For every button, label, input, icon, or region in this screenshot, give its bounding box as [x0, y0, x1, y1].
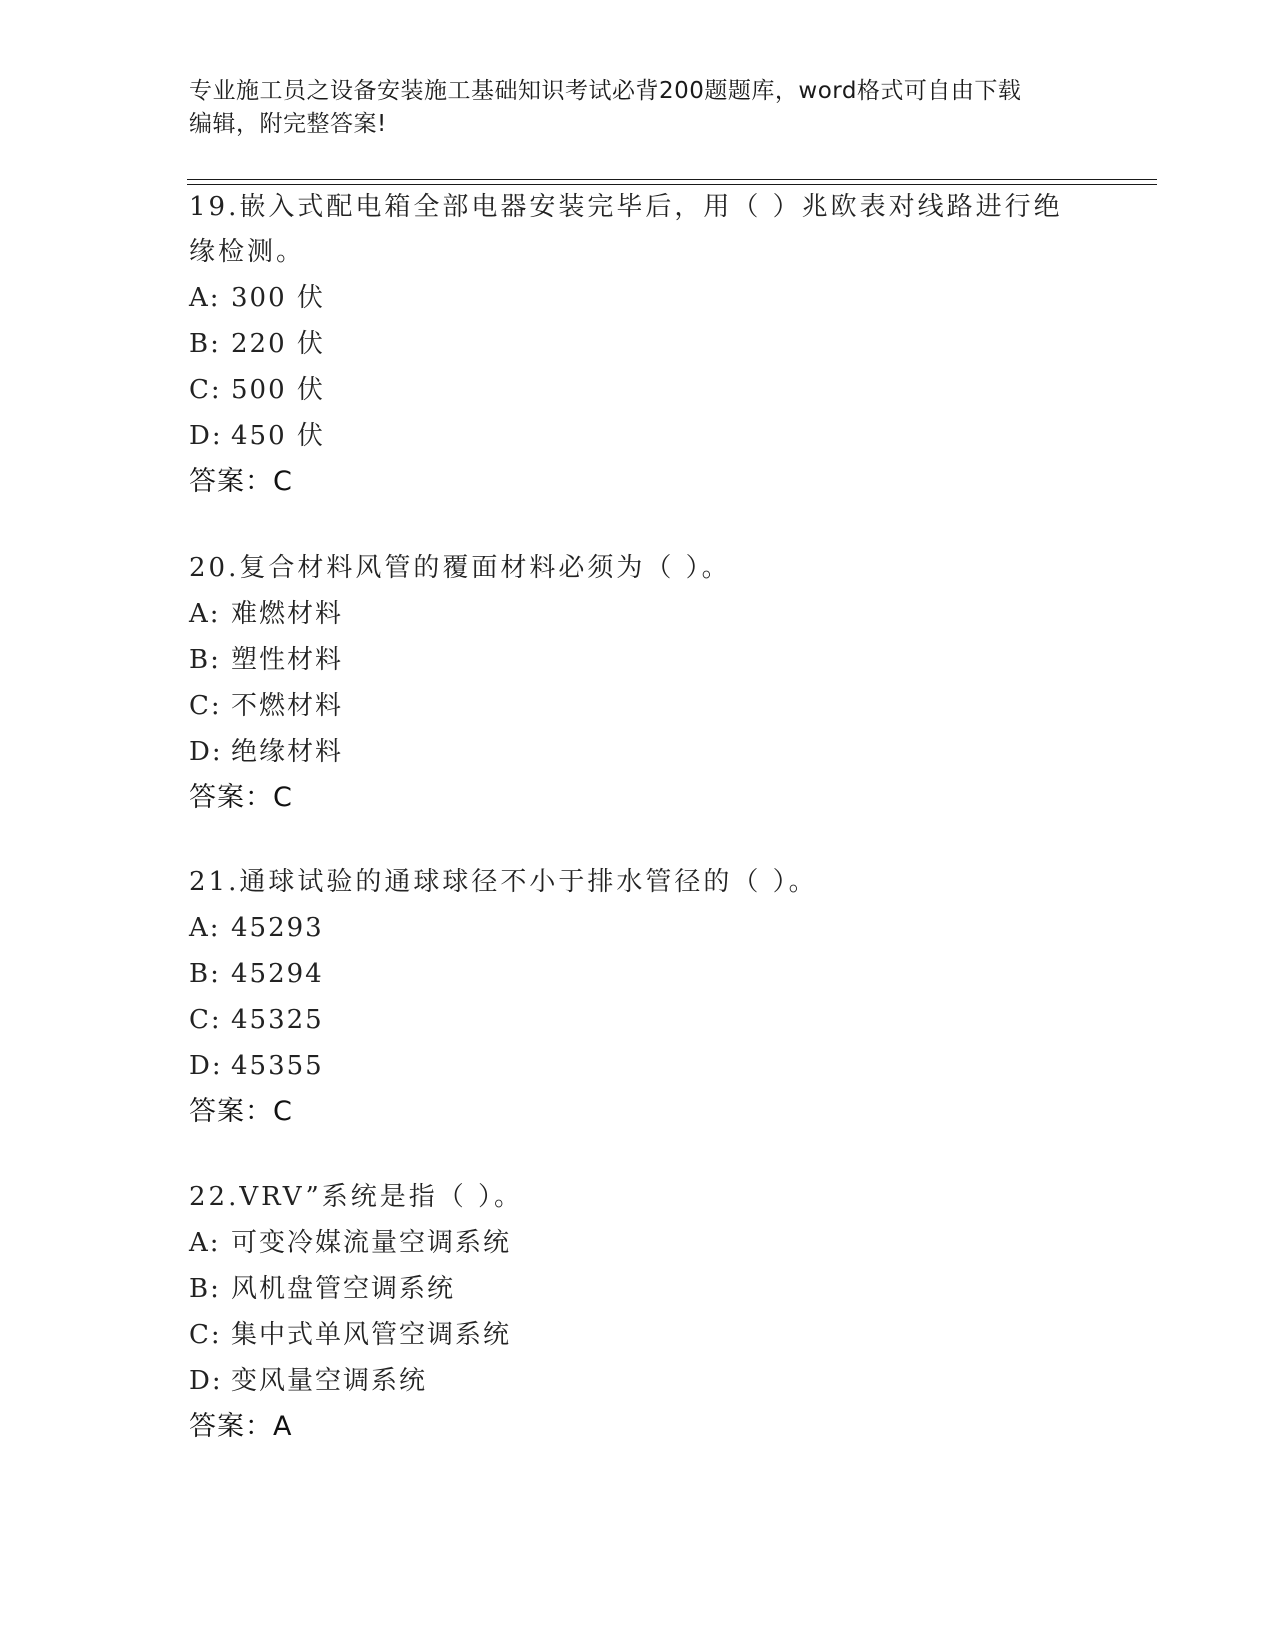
question-21 — [189, 860, 1069, 1135]
option-text: 220 伏 — [231, 329, 325, 359]
option-text: 绝缘材料 — [231, 737, 344, 767]
option-key: B: — [189, 959, 221, 989]
option-key: C: — [189, 1320, 222, 1350]
option-text: 集中式单风管空调系统 — [231, 1320, 512, 1350]
option-a — [189, 1220, 1069, 1266]
answer-line: 答案：C — [189, 1096, 293, 1127]
answer-line: 答案：C — [189, 466, 293, 497]
option-b — [189, 321, 1069, 367]
question-19 — [189, 185, 1069, 505]
question-title-line-1: 20.复合材料风管的覆面材料必须为（ ）。 — [189, 553, 731, 583]
option-key: D: — [189, 1051, 223, 1081]
option-key: A: — [189, 913, 221, 943]
option-key: D: — [189, 737, 223, 767]
option-b — [189, 951, 1069, 997]
option-text: 500 伏 — [231, 375, 325, 405]
option-a — [189, 591, 1069, 637]
option-key: D: — [189, 1366, 223, 1396]
option-text: 45294 — [231, 959, 324, 989]
option-key: B: — [189, 645, 221, 675]
option-d — [189, 729, 1069, 775]
option-c — [189, 683, 1069, 729]
option-text: 风机盘管空调系统 — [231, 1274, 456, 1304]
header-line-2: 编辑，附完整答案! — [189, 111, 387, 137]
option-key: B: — [189, 1274, 221, 1304]
option-c — [189, 367, 1069, 413]
option-key: C: — [189, 375, 222, 405]
option-text: 不燃材料 — [231, 691, 344, 721]
question-title-line-1: 22.VRV”系统是指（ ）。 — [189, 1182, 524, 1212]
option-text: 45293 — [231, 913, 324, 943]
answer-line: 答案：A — [189, 1411, 293, 1442]
option-d — [189, 413, 1069, 459]
option-key: C: — [189, 691, 222, 721]
question-title-line-2: 缘检测。 — [189, 237, 306, 267]
option-key: A: — [189, 599, 221, 629]
header-divider-top — [187, 179, 1157, 180]
option-d — [189, 1358, 1069, 1404]
option-text: 300 伏 — [231, 283, 325, 313]
option-c — [189, 1312, 1069, 1358]
option-a — [189, 905, 1069, 951]
option-text: 可变冷媒流量空调系统 — [231, 1228, 512, 1258]
option-text: 45355 — [231, 1051, 324, 1081]
question-22 — [189, 1175, 1069, 1450]
option-text: 450 伏 — [231, 421, 325, 451]
option-key: B: — [189, 329, 221, 359]
option-text: 变风量空调系统 — [231, 1366, 428, 1396]
option-key: C: — [189, 1005, 222, 1035]
option-text: 塑性材料 — [231, 645, 344, 675]
header-line-1: 专业施工员之设备安装施工基础知识考试必背200题题库，word格式可自由下载 — [189, 78, 1022, 104]
question-title-line-1: 21.通球试验的通球球径不小于排水管径的（ ）。 — [189, 867, 818, 897]
option-key: A: — [189, 1228, 221, 1258]
option-c — [189, 997, 1069, 1043]
option-text: 难燃材料 — [231, 599, 344, 629]
option-text: 45325 — [231, 1005, 324, 1035]
document-header — [189, 75, 1069, 141]
option-b — [189, 637, 1069, 683]
question-title-line-1: 19.嵌入式配电箱全部电器安装完毕后，用（ ）兆欧表对线路进行绝 — [189, 192, 1063, 222]
option-a — [189, 275, 1069, 321]
option-key: A: — [189, 283, 221, 313]
option-b — [189, 1266, 1069, 1312]
option-key: D: — [189, 421, 223, 451]
option-d — [189, 1043, 1069, 1089]
question-20 — [189, 546, 1069, 821]
answer-line: 答案：C — [189, 782, 293, 813]
